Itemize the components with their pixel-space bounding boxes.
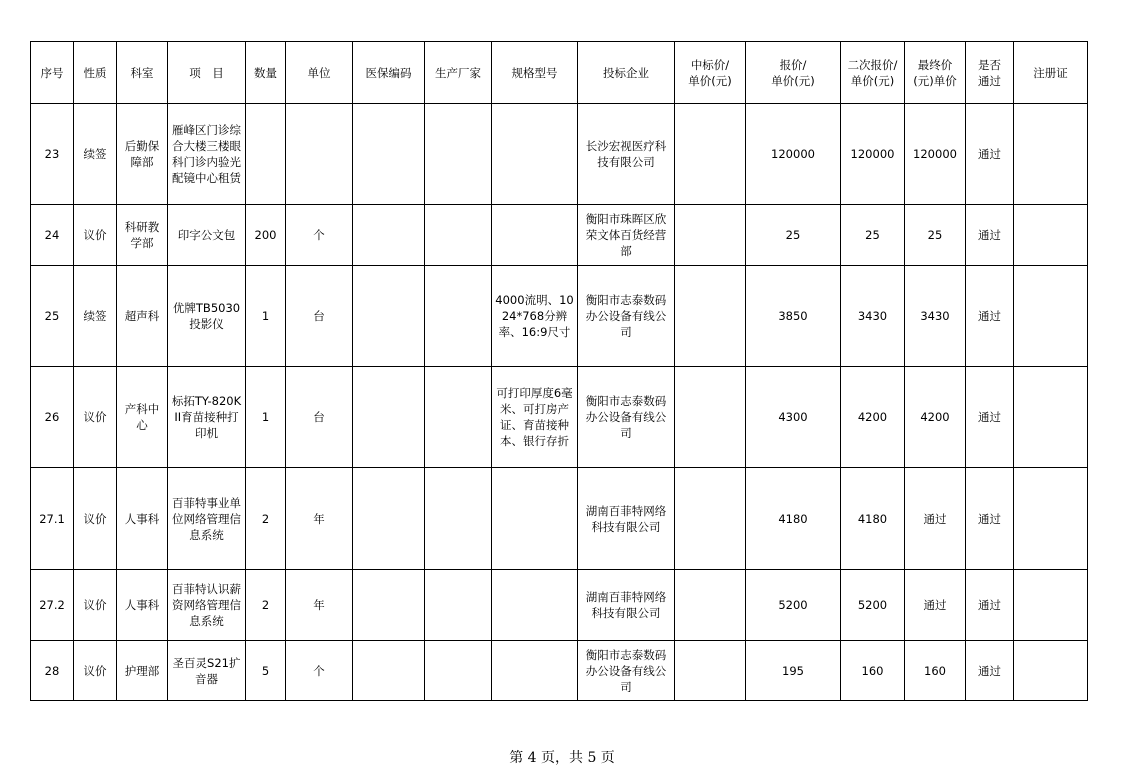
table-row — [31, 104, 1088, 205]
cell-maker — [425, 570, 492, 641]
cell-bidder: 衡阳市志泰数码办公设备有线公司 — [578, 641, 675, 701]
cell-no: 25 — [31, 266, 74, 367]
cell-reg — [1014, 468, 1088, 570]
cell-code — [353, 104, 425, 205]
header-row — [31, 42, 1088, 104]
cell-qty: 1 — [246, 367, 286, 468]
cell-qty: 200 — [246, 205, 286, 266]
table-row — [31, 468, 1088, 570]
cell-qty: 2 — [246, 570, 286, 641]
cell-pass: 通过 — [966, 205, 1014, 266]
cell-spec — [492, 205, 578, 266]
header-item: 项 目 — [168, 42, 246, 104]
cell-nature: 议价 — [74, 641, 117, 701]
cell-nature: 续签 — [74, 104, 117, 205]
cell-spec: 可打印厚度6毫米、可打房产证、育苗接种本、银行存折 — [492, 367, 578, 468]
cell-final: 4200 — [905, 367, 966, 468]
cell-maker — [425, 266, 492, 367]
cell-dept: 人事科 — [117, 570, 168, 641]
cell-quote: 120000 — [746, 104, 841, 205]
header-bidder: 投标企业 — [578, 42, 675, 104]
cell-nature: 议价 — [74, 468, 117, 570]
cell-item: 优牌TB5030投影仪 — [168, 266, 246, 367]
cell-item: 标拓TY-820KII育苗接种打印机 — [168, 367, 246, 468]
cell-item: 印字公文包 — [168, 205, 246, 266]
cell-qty: 2 — [246, 468, 286, 570]
cell-item: 百菲特事业单位网络管理信息系统 — [168, 468, 246, 570]
cell-spec — [492, 468, 578, 570]
cell-no: 26 — [31, 367, 74, 468]
cell-quote: 5200 — [746, 570, 841, 641]
cell-final: 160 — [905, 641, 966, 701]
cell-quote2: 3430 — [841, 266, 905, 367]
cell-unit: 年 — [286, 468, 353, 570]
cell-unit — [286, 104, 353, 205]
cell-dept: 护理部 — [117, 641, 168, 701]
header-no: 序号 — [31, 42, 74, 104]
table-row — [31, 641, 1088, 701]
header-quote: 报价/ 单价(元) — [746, 42, 841, 104]
header-quote2: 二次报价/ 单价(元) — [841, 42, 905, 104]
header-spec: 规格型号 — [492, 42, 578, 104]
cell-quote2: 4200 — [841, 367, 905, 468]
cell-award — [675, 468, 746, 570]
table-row — [31, 367, 1088, 468]
cell-maker — [425, 641, 492, 701]
cell-reg — [1014, 104, 1088, 205]
cell-award — [675, 367, 746, 468]
cell-quote: 195 — [746, 641, 841, 701]
cell-dept: 科研教学部 — [117, 205, 168, 266]
cell-spec — [492, 104, 578, 205]
cell-bidder: 湖南百菲特网络科技有限公司 — [578, 468, 675, 570]
header-pass: 是否 通过 — [966, 42, 1014, 104]
cell-item: 圣百灵S21扩音器 — [168, 641, 246, 701]
cell-code — [353, 468, 425, 570]
header-nature: 性质 — [74, 42, 117, 104]
cell-quote2: 120000 — [841, 104, 905, 205]
cell-dept: 人事科 — [117, 468, 168, 570]
header-unit: 单位 — [286, 42, 353, 104]
cell-no: 27.1 — [31, 468, 74, 570]
cell-award — [675, 266, 746, 367]
cell-no: 23 — [31, 104, 74, 205]
header-dept: 科室 — [117, 42, 168, 104]
cell-spec — [492, 641, 578, 701]
cell-quote: 4300 — [746, 367, 841, 468]
cell-bidder: 长沙宏视医疗科技有限公司 — [578, 104, 675, 205]
cell-award — [675, 641, 746, 701]
cell-reg — [1014, 570, 1088, 641]
cell-final: 25 — [905, 205, 966, 266]
cell-final: 通过 — [905, 468, 966, 570]
cell-quote2: 5200 — [841, 570, 905, 641]
header-code: 医保编码 — [353, 42, 425, 104]
cell-no: 28 — [31, 641, 74, 701]
cell-pass: 通过 — [966, 104, 1014, 205]
cell-code — [353, 266, 425, 367]
cell-quote: 25 — [746, 205, 841, 266]
cell-bidder: 衡阳市珠晖区欣荣文体百货经营部 — [578, 205, 675, 266]
cell-code — [353, 570, 425, 641]
cell-reg — [1014, 205, 1088, 266]
header-award: 中标价/ 单价(元) — [675, 42, 746, 104]
cell-pass: 通过 — [966, 367, 1014, 468]
cell-code — [353, 641, 425, 701]
table-row — [31, 570, 1088, 641]
cell-quote2: 160 — [841, 641, 905, 701]
cell-quote: 3850 — [746, 266, 841, 367]
cell-pass: 通过 — [966, 570, 1014, 641]
cell-code — [353, 205, 425, 266]
cell-quote2: 4180 — [841, 468, 905, 570]
cell-pass: 通过 — [966, 468, 1014, 570]
cell-final: 3430 — [905, 266, 966, 367]
cell-maker — [425, 104, 492, 205]
cell-unit: 个 — [286, 641, 353, 701]
header-final: 最终价 (元)单价 — [905, 42, 966, 104]
cell-spec — [492, 570, 578, 641]
cell-no: 24 — [31, 205, 74, 266]
cell-item: 百菲特认识薪资网络管理信息系统 — [168, 570, 246, 641]
page-number: 第 4 页，共 5 页 — [509, 750, 615, 766]
cell-bidder: 衡阳市志泰数码办公设备有线公司 — [578, 266, 675, 367]
cell-reg — [1014, 641, 1088, 701]
cell-code — [353, 367, 425, 468]
header-reg: 注册证 — [1014, 42, 1088, 104]
cell-reg — [1014, 266, 1088, 367]
cell-award — [675, 570, 746, 641]
cell-dept: 超声科 — [117, 266, 168, 367]
cell-nature: 议价 — [74, 570, 117, 641]
cell-bidder: 湖南百菲特网络科技有限公司 — [578, 570, 675, 641]
cell-quote2: 25 — [841, 205, 905, 266]
cell-no: 27.2 — [31, 570, 74, 641]
cell-quote: 4180 — [746, 468, 841, 570]
table-row — [31, 205, 1088, 266]
cell-pass: 通过 — [966, 266, 1014, 367]
cell-bidder: 衡阳市志泰数码办公设备有线公司 — [578, 367, 675, 468]
cell-dept: 后勤保障部 — [117, 104, 168, 205]
cell-unit: 台 — [286, 367, 353, 468]
cell-final: 120000 — [905, 104, 966, 205]
cell-dept: 产科中心 — [117, 367, 168, 468]
cell-unit: 年 — [286, 570, 353, 641]
cell-reg — [1014, 367, 1088, 468]
cell-award — [675, 205, 746, 266]
cell-maker — [425, 205, 492, 266]
cell-nature: 续签 — [74, 266, 117, 367]
cell-final: 通过 — [905, 570, 966, 641]
cell-nature: 议价 — [74, 205, 117, 266]
cell-nature: 议价 — [74, 367, 117, 468]
cell-unit: 个 — [286, 205, 353, 266]
cell-qty: 1 — [246, 266, 286, 367]
header-qty: 数量 — [246, 42, 286, 104]
cell-qty — [246, 104, 286, 205]
cell-maker — [425, 468, 492, 570]
cell-item: 雁峰区门诊综合大楼三楼眼科门诊内验光配镜中心租赁 — [168, 104, 246, 205]
cell-unit: 台 — [286, 266, 353, 367]
cell-award — [675, 104, 746, 205]
cell-spec: 4000流明、1024*768分辨率、16:9尺寸 — [492, 266, 578, 367]
cell-maker — [425, 367, 492, 468]
table-row — [31, 266, 1088, 367]
cell-qty: 5 — [246, 641, 286, 701]
procurement-table — [30, 41, 1088, 701]
cell-pass: 通过 — [966, 641, 1014, 701]
header-maker: 生产厂家 — [425, 42, 492, 104]
